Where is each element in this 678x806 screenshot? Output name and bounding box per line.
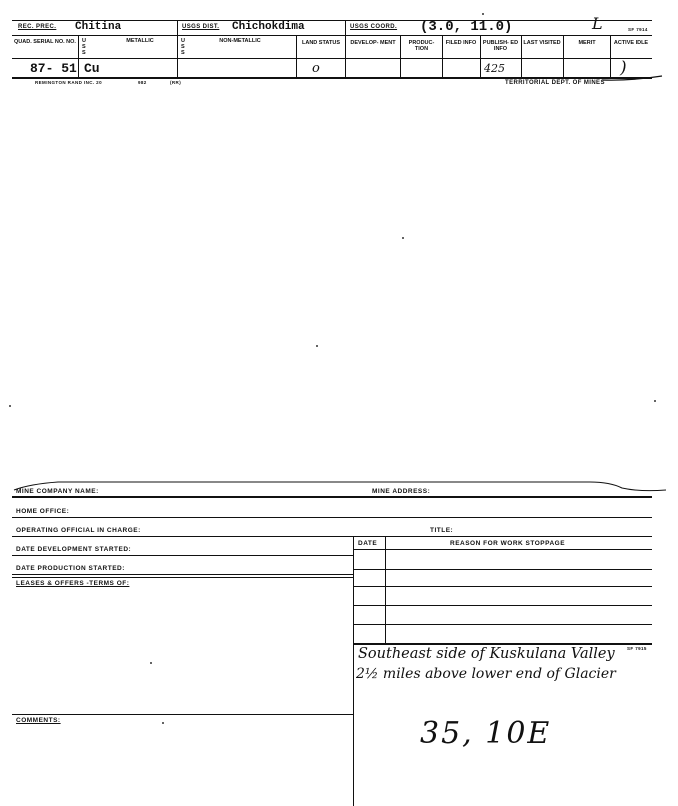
active-idle-value: ) bbox=[620, 58, 627, 78]
printer-paren: (RR) bbox=[170, 80, 182, 85]
published-info-header: PUBLISH- ED INFO bbox=[482, 40, 519, 52]
nonmetallic-prefix: U S S bbox=[181, 38, 185, 56]
operating-official-label: OPERATING OFFICIAL IN CHARGE: bbox=[16, 527, 141, 534]
speck bbox=[162, 722, 164, 724]
speck bbox=[482, 13, 484, 15]
printer-credit: REMINGTON RAND INC. 20 bbox=[35, 80, 102, 85]
mine-company-name-label: MINE COMPANY NAME: bbox=[16, 488, 99, 495]
land-status-header: LAND STATUS bbox=[302, 40, 340, 46]
card-top-edge bbox=[10, 476, 670, 498]
date-development-label: DATE DEVELOPMENT STARTED: bbox=[16, 546, 132, 553]
metallic-prefix: U S S bbox=[82, 38, 86, 56]
speck bbox=[9, 405, 11, 407]
pen-stroke bbox=[600, 72, 670, 84]
quad-serial-value: 87- 51 bbox=[30, 61, 77, 76]
location-note-line1: Southeast side of Kuskulana Valley bbox=[358, 646, 615, 662]
metallic-value: Cu bbox=[84, 61, 100, 76]
form-number-bottom: SF 7915 bbox=[627, 646, 647, 651]
nonmetallic-header: NON-METALLIC bbox=[219, 38, 261, 44]
rec-prec-label: REC. PREC. bbox=[18, 24, 57, 30]
territorial-dept: TERRITORIAL DEPT. OF MINES bbox=[505, 80, 605, 86]
usgs-dist-label: USGS DIST. bbox=[182, 24, 220, 30]
reason-header: REASON FOR WORK STOPPAGE bbox=[450, 540, 566, 547]
speck bbox=[150, 662, 152, 664]
usgs-coord-value: (3.0, 11.0) bbox=[420, 19, 513, 35]
metallic-header: METALLIC bbox=[126, 38, 154, 44]
land-status-value: o bbox=[312, 61, 320, 76]
date-production-label: DATE PRODUCTION STARTED: bbox=[16, 565, 125, 572]
location-note-line2: 2½ miles above lower end of Glacier bbox=[356, 666, 616, 682]
speck bbox=[316, 345, 318, 347]
date-header: DATE bbox=[358, 540, 378, 547]
merit-header: MERIT bbox=[578, 40, 596, 46]
location-code: 35, 10E bbox=[420, 716, 552, 751]
rec-prec-value: Chitina bbox=[75, 21, 122, 33]
quad-serial-header: QUAD. SERIAL NO. NO. bbox=[14, 39, 76, 45]
speck bbox=[402, 237, 404, 239]
filed-info-header: FILED INFO bbox=[445, 40, 477, 46]
title-label: TITLE: bbox=[430, 527, 454, 534]
speck bbox=[654, 400, 656, 402]
published-info-value: 425 bbox=[484, 62, 505, 75]
last-visited-header: LAST VISITED bbox=[523, 40, 561, 46]
leases-label: LEASES & OFFERS -TERMS OF: bbox=[16, 580, 130, 587]
corner-mark: L bbox=[592, 14, 603, 33]
production-header: PRODUC- TION bbox=[408, 40, 435, 52]
development-header: DEVELOP- MENT bbox=[350, 40, 396, 46]
active-idle-header: ACTIVE IDLE bbox=[613, 40, 649, 46]
mine-address-label: MINE ADDRESS: bbox=[372, 488, 431, 495]
usgs-dist-value: Chichokdima bbox=[232, 21, 305, 33]
home-office-label: HOME OFFICE: bbox=[16, 508, 70, 515]
usgs-coord-label: USGS COORD. bbox=[350, 24, 398, 30]
form-number-top: SF 7914 bbox=[628, 27, 648, 32]
printer-code: 982 bbox=[138, 80, 147, 85]
comments-label: COMMENTS: bbox=[16, 717, 61, 724]
